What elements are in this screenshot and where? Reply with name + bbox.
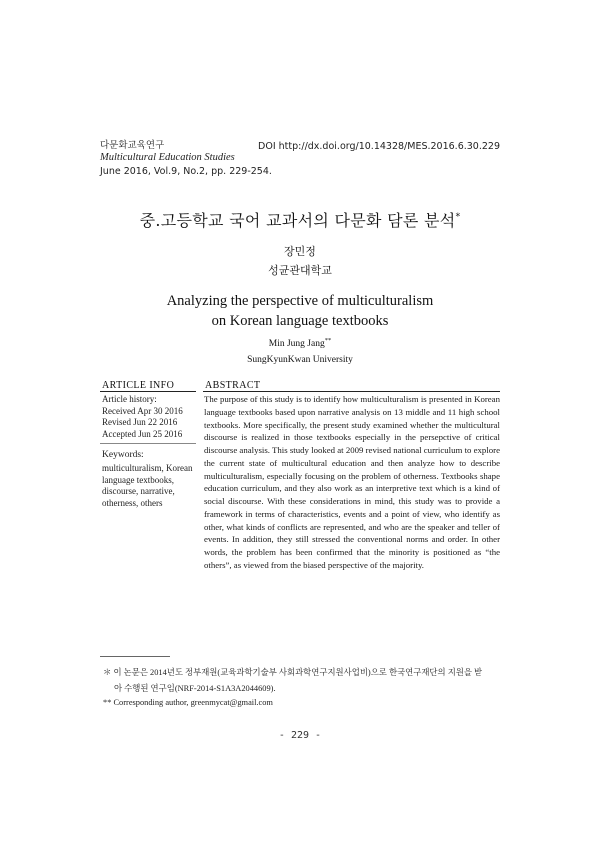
journal-issue: June 2016, Vol.9, No.2, pp. 229-254.	[100, 166, 272, 177]
keywords-label: Keywords:	[102, 450, 144, 460]
affiliation-en: SungKyunKwan University	[247, 355, 353, 365]
title-ko-footnote-mark: *	[455, 212, 461, 223]
revised-date: Revised Jun 22 2016	[102, 417, 178, 427]
doi[interactable]: DOI http://dx.doi.org/10.14328/MES.2016.6.30.229	[258, 141, 500, 152]
title-en-line1: Analyzing the perspective of multiculturalism	[166, 293, 434, 309]
keyword-line: discourse, narrative,	[102, 486, 175, 496]
corresponding-author-footnote: ** Corresponding author, greenmycat@gmail.com	[103, 698, 273, 707]
author-en-text: Min Jung Jang	[268, 339, 325, 350]
accepted-date: Accepted Jun 25 2016	[102, 428, 183, 439]
journal-name-ko: 다문화교육연구	[100, 140, 165, 151]
keyword-line: language textbooks,	[102, 474, 174, 485]
abstract-text: The purpose of this study is to identify how multiculturalism is presented in Korean language textbooks based upon narrative analysis on 13 middle and 11 high school textbooks. More specifically, the present study examined whether the multicultural discourse is realized in those textbooks especially in the persepctive of critical discourse analysis. This study looked at 2009 revised national curriculum to explore the current state of multicultural education and then analyze how to describe multiculturalism, especially focusing on the problem of otherness. Textbooks shape education curriculum, and they also work as an interpretive text which is a kind of social discourse. With these considerations in mind, this study was to provide a framework in terms of characteristics, events and a point of view, who identify as other, what kinds of conflicts are represented, and who are the speaker and teller of events. In addition, they still stressed the conventional norms and order. In other words, the problem has been confirmed that the minority is positioned as “the others”, as viewed from the biased perspective of the majority.	[204, 394, 500, 570]
journal-name-en: Multicultural Education Studies	[100, 152, 235, 163]
keyword-line: multiculturalism, Korean	[102, 463, 193, 473]
funding-footnote-line2: 아 수행된 연구임(NRF-2014-S1A3A2044609).	[114, 684, 276, 693]
keywords-rule	[100, 443, 196, 444]
author-ko: 장민정	[284, 245, 316, 258]
article-info-rule	[100, 391, 196, 392]
article-info-heading: ARTICLE INFO	[102, 380, 175, 391]
title-ko-text: 중.고등학교 국어 교과서의 다문화 담론 분석	[139, 211, 456, 230]
affiliation-ko: 성균관대학교	[268, 264, 332, 277]
author-en-footnote-mark: **	[324, 337, 332, 344]
author-en	[0, 337, 600, 349]
abstract-heading: ABSTRACT	[205, 380, 261, 391]
funding-footnote-line1: ＊ 이 논문은 2014년도 정부재원(교육과학기술부 사회과학연구지원사업비)으로 한국연구재단의 지원을 받	[103, 668, 483, 677]
article-history-label: Article history:	[102, 394, 157, 404]
received-date: Received Apr 30 2016	[102, 405, 183, 416]
abstract-rule	[203, 391, 500, 392]
page-number: - 229 -	[278, 730, 322, 741]
keyword-line: otherness, others	[102, 497, 163, 508]
title-ko	[0, 208, 600, 231]
footnote-rule	[100, 656, 170, 657]
title-en-line2: on Korean language textbooks	[211, 313, 389, 329]
